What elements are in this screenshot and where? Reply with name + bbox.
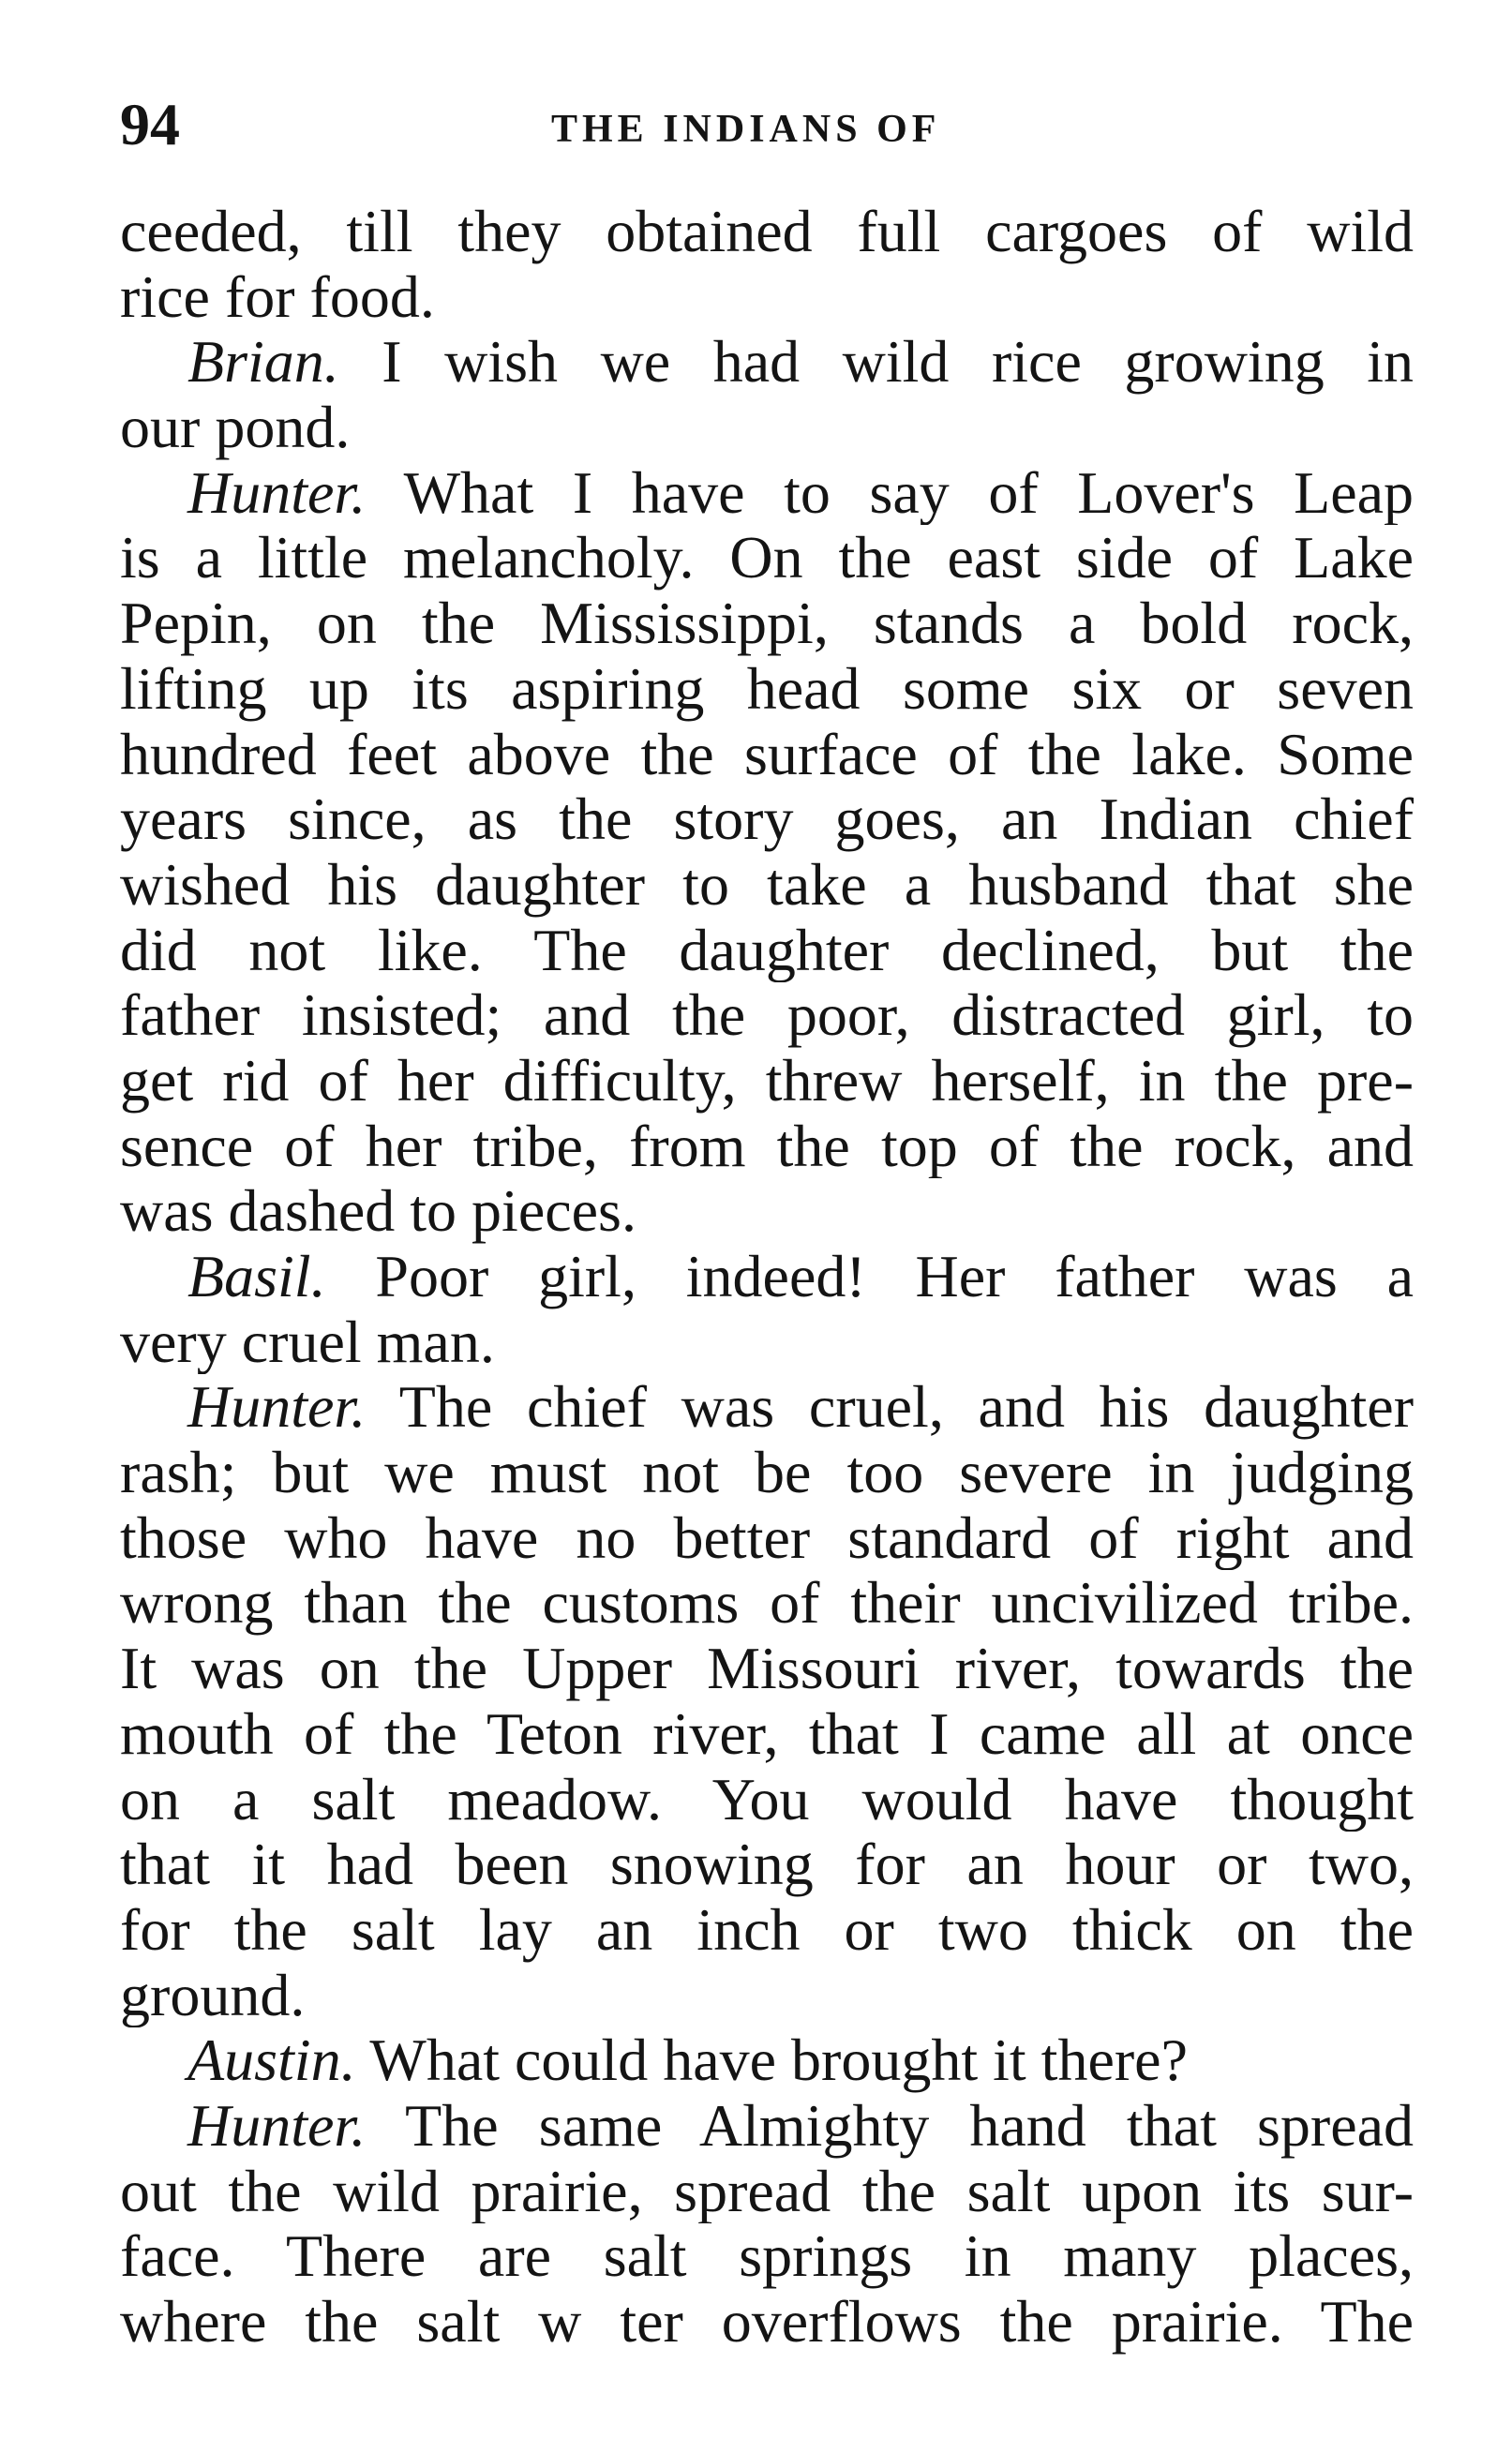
line-text: What could have brought it there? — [355, 2027, 1188, 2093]
body-text — [120, 199, 1414, 2355]
text-line — [120, 591, 1414, 656]
text-line — [120, 852, 1414, 918]
text-line — [120, 1244, 1414, 1309]
line-text: is a little melancholy. On the east side of Lake — [120, 525, 1414, 591]
line-text: mouth of the Teton river, that I came all at once — [120, 1700, 1414, 1767]
text-line — [120, 1309, 1414, 1375]
speaker-name: Austin. — [187, 2027, 356, 2093]
line-text: Poor girl, indeed! Her father was a — [325, 1244, 1414, 1309]
text-line — [120, 1114, 1414, 1179]
text-line — [120, 786, 1414, 852]
line-text: sence of her tribe, from the top of the rock, and — [120, 1113, 1414, 1179]
running-title: THE INDIANS OF — [551, 108, 941, 151]
text-line — [120, 525, 1414, 591]
line-text: The same Almighty hand that spread — [366, 2092, 1414, 2159]
text-line — [120, 1178, 1414, 1244]
text-line — [120, 1832, 1414, 1897]
text-line — [120, 1048, 1414, 1114]
text-line — [120, 2289, 1414, 2355]
line-text: years since, as the story goes, an Indian chief — [120, 786, 1414, 852]
text-line — [120, 1440, 1414, 1505]
line-text: out the wild prairie, spread the salt upon its sur- — [120, 2158, 1414, 2224]
line-text: Pepin, on the Mississippi, stands a bold rock, — [120, 591, 1414, 656]
line-text: did not like. The daughter declined, but the — [120, 917, 1414, 983]
text-line — [120, 1897, 1414, 1963]
line-text: where the salt w ter overflows the prairie. The — [120, 2289, 1414, 2355]
line-text: It was on the Upper Missouri river, towards the — [120, 1636, 1414, 1701]
text-line — [120, 329, 1414, 395]
text-line — [120, 2093, 1414, 2159]
speaker-name: Basil. — [187, 1244, 326, 1309]
text-line — [120, 1963, 1414, 2028]
text-line — [120, 2223, 1414, 2289]
text-line — [120, 918, 1414, 983]
speaker-name: Hunter. — [187, 2092, 367, 2159]
text-line — [120, 460, 1414, 526]
line-text: our pond. — [120, 395, 351, 460]
line-text: rash; but we must not be too severe in judging — [120, 1440, 1414, 1505]
line-text: rice for food. — [120, 263, 435, 330]
line-text: ceeded, till they obtained full cargoes of wild — [120, 199, 1414, 264]
text-line — [120, 1767, 1414, 1832]
text-line — [120, 1505, 1414, 1571]
line-text: ground. — [120, 1962, 306, 2028]
text-line — [120, 264, 1414, 330]
line-text: face. There are salt springs in many places, — [120, 2223, 1414, 2289]
text-line — [120, 1570, 1414, 1636]
line-text: The chief was cruel, and his daughter — [366, 1374, 1414, 1441]
line-text: was dashed to pieces. — [120, 1178, 636, 1244]
line-text: wrong than the customs of their uncivilized tribe. — [120, 1570, 1414, 1637]
line-text: that it had been snowing for an hour or two, — [120, 1832, 1414, 1897]
text-line — [120, 1374, 1414, 1440]
line-text: I wish we had wild rice growing in — [338, 329, 1414, 396]
line-text: lifting up its aspiring head some six or seven — [120, 655, 1414, 722]
page-number: 94 — [120, 91, 180, 157]
line-text: What I have to say of Lover's Leap — [366, 459, 1414, 526]
text-line — [120, 1701, 1414, 1767]
running-head — [120, 82, 1423, 167]
text-line — [120, 656, 1414, 722]
text-line — [120, 722, 1414, 787]
speaker-name: Hunter. — [187, 459, 367, 526]
text-line — [120, 2159, 1414, 2224]
line-text: those who have no better standard of right and — [120, 1504, 1414, 1571]
speaker-name: Hunter. — [187, 1374, 367, 1441]
line-text: for the salt lay an inch or two thick on the — [120, 1896, 1414, 1963]
text-line — [120, 2027, 1414, 2093]
line-text: hundred feet above the surface of the lake. Some — [120, 721, 1414, 787]
text-line — [120, 199, 1414, 264]
line-text: on a salt meadow. You would have thought — [120, 1766, 1414, 1832]
text-line — [120, 1636, 1414, 1701]
text-line — [120, 982, 1414, 1048]
line-text: very cruel man. — [120, 1309, 495, 1375]
speaker-name: Brian. — [187, 329, 339, 396]
line-text: father insisted; and the poor, distracted girl, to — [120, 982, 1414, 1048]
line-text: wished his daughter to take a husband that she — [120, 851, 1414, 918]
line-text: get rid of her difficulty, threw herself, in the pre- — [120, 1047, 1414, 1114]
text-line — [120, 395, 1414, 460]
